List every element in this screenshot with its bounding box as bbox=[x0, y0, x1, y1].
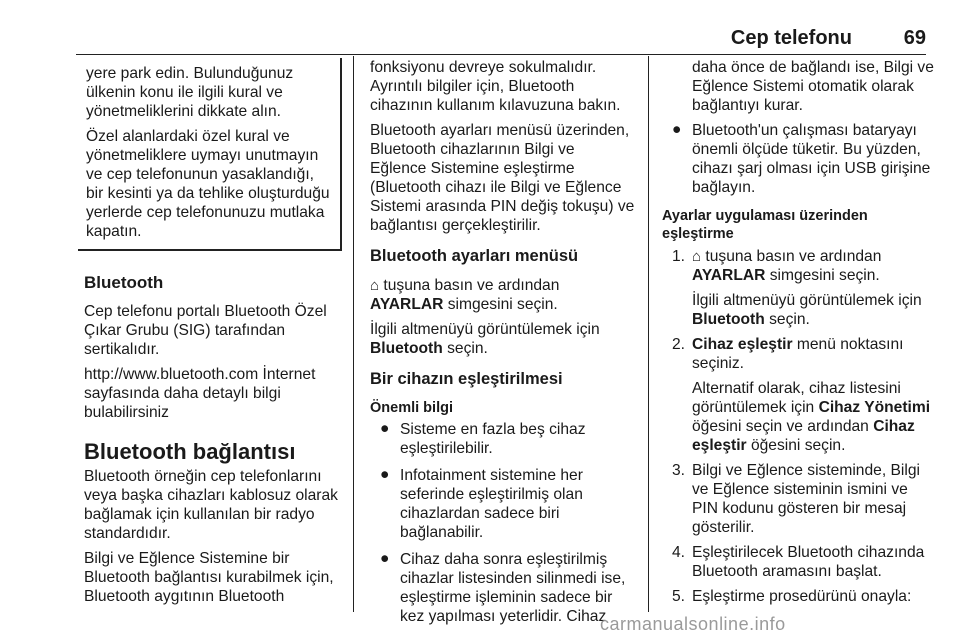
page-number: 69 bbox=[903, 27, 926, 49]
bold-term: Bluetooth bbox=[370, 340, 443, 357]
column-3 bbox=[662, 58, 937, 612]
paragraph: Cep telefonu portalı Bluetooth Özel Çıkar Grubu (SIG) tarafından sertikalıdır. bbox=[84, 303, 327, 358]
column-divider bbox=[648, 56, 649, 612]
home-icon: ⌂ bbox=[370, 277, 380, 294]
column-divider bbox=[353, 56, 354, 612]
watermark: carmanualsonline.info bbox=[600, 614, 786, 634]
heading-pairing-via-settings: Ayarlar uygulaması üzerinden eşleştirme bbox=[662, 208, 868, 242]
step-item: 1. ⌂ tuşuna basın ve ardından AYARLAR simgesini seçin. İlgili altmenüyü görüntülemek için Bluetooth seçin. bbox=[672, 248, 922, 328]
bold-term: Cihaz eşleştir bbox=[692, 418, 915, 454]
warning-box bbox=[78, 58, 342, 251]
list-item: ● Infotainment sistemine her seferinde eşleştirilmiş olan cihazlardan sadece biri bağlanabilir. bbox=[380, 466, 583, 541]
bold-term: AYARLAR bbox=[692, 267, 766, 284]
heading-bluetooth-connection: Bluetooth bağlantısı bbox=[84, 439, 296, 464]
page-header bbox=[76, 0, 926, 54]
warning-text: yere park edin. Bulunduğunuz ülkenin konu ile ilgili kural ve yönetmeliklerini dikkate alın. bbox=[86, 65, 294, 120]
step-item: 2. Cihaz eşleştir menü noktasını seçiniz. Alternatif olarak, cihaz listesini görüntülemek için Cihaz Yönetimi öğesini seçin ve ardından Cihaz eşleştir öğesini seçin. bbox=[672, 336, 931, 454]
bullet-icon: ● bbox=[380, 550, 390, 567]
bold-term: Cihaz Yönetimi bbox=[818, 399, 931, 416]
heading-bluetooth-settings-menu: Bluetooth ayarları menüsü bbox=[370, 247, 579, 265]
paragraph: İlgili altmenüyü görüntülemek için Bluetooth seçin. bbox=[370, 321, 600, 357]
header-rule bbox=[76, 54, 926, 55]
bullet-icon: ● bbox=[380, 420, 390, 437]
step-item: 4. Eşleştirilecek Bluetooth cihazında Bluetooth aramasını başlat. bbox=[672, 544, 925, 580]
steps-list bbox=[662, 247, 937, 606]
paragraph: fonksiyonu devreye sokulmalıdır. Ayrıntılı bilgiler için, Bluetooth cihazının kullanım kılavuzuna bakın. bbox=[370, 59, 621, 114]
step-item: 3. Bilgi ve Eğlence sisteminde, Bilgi ve Eğlence sisteminin ismini ve PIN kodunu gösteren bir mesaj gösterilir. bbox=[672, 462, 920, 536]
bold-term: Bluetooth bbox=[692, 311, 765, 328]
paragraph: Bluetooth örneğin cep telefonlarını veya başka cihazları kablosuz olarak bağlamak için kullanılan bir radyo standardıdır. bbox=[84, 468, 338, 542]
paragraph: Bluetooth ayarları menüsü üzerinden, Bluetooth cihazlarının Bilgi ve Eğlence Sistemine eşleştirme (Bluetooth cihazı ile Bilgi ve Eğlence Sistemi arasında PIN değiş tokuşu) ve bağlantısı gerçekleştirilir. bbox=[370, 122, 635, 234]
note-list bbox=[662, 121, 937, 197]
heading-device-pairing: Bir cihazın eşleştirilmesi bbox=[370, 370, 563, 388]
page-title: Cep telefonu bbox=[730, 27, 852, 49]
bold-term: Cihaz eşleştir bbox=[692, 336, 793, 353]
paragraph: http://www.bluetooth.com İnternet sayfasında daha detaylı bilgi bulabilirsiniz bbox=[84, 366, 316, 421]
heading-bluetooth: Bluetooth bbox=[84, 273, 164, 292]
column-2 bbox=[370, 58, 635, 634]
bullet-icon: ● bbox=[380, 466, 390, 483]
list-item: ● Bluetooth'un çalışması bataryayı önemli ölçüde tüketir. Bu yüzden, cihazı şarj olması için USB girişine bağlayın. bbox=[672, 121, 931, 196]
paragraph: daha önce de bağlandı ise, Bilgi ve Eğlence Sistemi otomatik olarak bağlantıyı kurar. bbox=[692, 59, 934, 114]
home-icon: ⌂ bbox=[692, 248, 702, 265]
column-1 bbox=[84, 58, 342, 612]
paragraph: Bilgi ve Eğlence Sistemine bir Bluetooth bağlantısı kurabilmek için, Bluetooth aygıtının Bluetooth bbox=[84, 550, 334, 605]
list-item: ● Sisteme en fazla beş cihaz eşleştirilebilir. bbox=[380, 420, 586, 457]
paragraph: ⌂ tuşuna basın ve ardından AYARLAR simgesini seçin. bbox=[370, 277, 560, 313]
list-item: ● Cihaz daha sonra eşleştirilmiş cihazlar listesinden silinmedi ise, eşleştirme işleminin sadece bir kez yapılması yeterlidir. Cihaz bbox=[380, 550, 626, 625]
step-item: 5. Eşleştirme prosedürünü onayla: bbox=[672, 588, 912, 605]
bold-term: AYARLAR bbox=[370, 296, 444, 313]
note-list bbox=[370, 420, 635, 626]
bullet-icon: ● bbox=[672, 121, 682, 138]
warning-text: Özel alanlardaki özel kural ve yönetmeliklere uymayı unutmayın ve cep telefonunun yasaklandığı, bir kesinti ya da tehlike oluşturduğu yerlerde cep telefonunuzu mutlaka kapatın. bbox=[86, 128, 330, 240]
heading-important-note: Önemli bilgi bbox=[370, 400, 453, 416]
